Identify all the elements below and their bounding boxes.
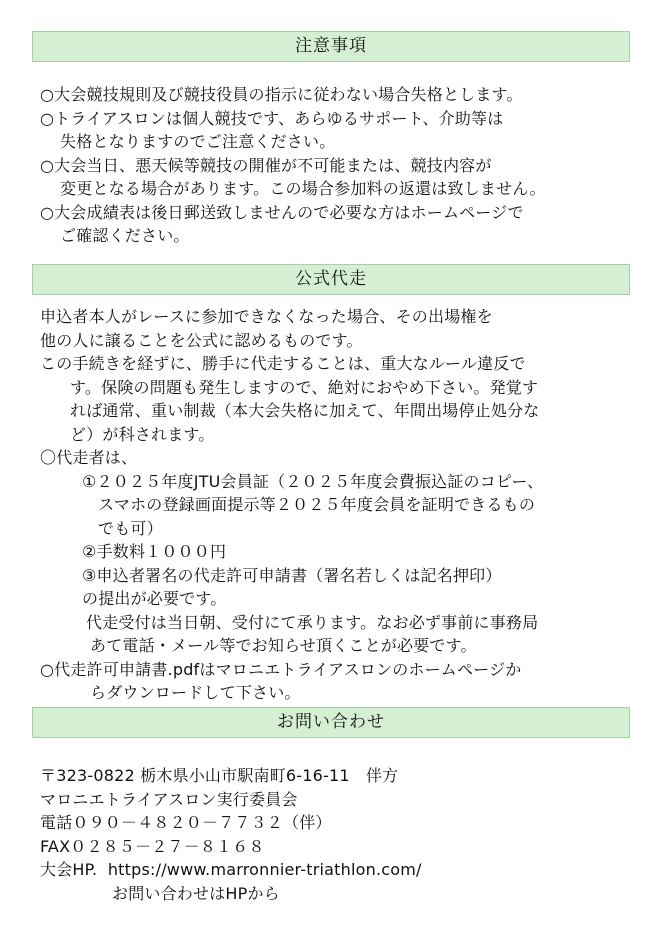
proxy-line: ①２０２５年度JTU会員証（２０２５年度会費振込証のコピー、 (82, 471, 544, 491)
proxy-line: ど）が科されます。 (70, 424, 215, 444)
notice-line: 変更となる場合があります。この場合参加料の返還は致しません。 (60, 179, 546, 198)
contact-text (40, 764, 422, 905)
section-header-contact: お問い合わせ (32, 707, 630, 738)
proxy-line: ②手数料１０００円 (82, 542, 227, 561)
notice-text (40, 83, 546, 248)
notice-line: ○大会当日、悪天候等競技の開催が不可能または、競技内容が (40, 155, 492, 175)
proxy-line: らダウンロードして下さい。 (90, 683, 301, 702)
proxy-line: 代走受付は当日朝、受付にて承ります。なお必ず事前に事務局 (86, 612, 539, 632)
proxy-line: あて電話・メール等でお知らせ頂くことが必要です。 (90, 636, 477, 655)
contact-address: 〒323-0822 栃木県小山市駅南町6-16-11 伴方 (40, 766, 399, 785)
proxy-line: ③申込者署名の代走許可申請書（署名若しくは記名押印） (82, 565, 502, 585)
proxy-line: ○代走許可申請書.pdfはマロニエトライアスロンのホームページか (40, 659, 522, 679)
notice-line: ご確認ください。 (60, 226, 190, 245)
proxy-text (40, 305, 543, 705)
notice-line: ○トライアスロンは個人競技です、あらゆるサポート、介助等は (40, 108, 504, 128)
section-header-proxy: 公式代走 (32, 264, 630, 295)
notice-line: 失格となりますのでご注意ください。 (60, 132, 336, 151)
contact-organization: マロニエトライアスロン実行委員会 (40, 789, 298, 809)
proxy-line: 申込者本人がレースに参加できなくなった場合、その出場権を (40, 307, 493, 326)
contact-website: 大会HP. https://www.marronnier-triathlon.com/ (40, 860, 422, 879)
proxy-line: でも可） (98, 518, 163, 538)
proxy-line: の提出が必要です。 (82, 589, 227, 608)
proxy-line: スマホの登録画面提示等２０２５年度会員を証明できるもの (98, 495, 536, 514)
proxy-line: 〇代走者は、 (40, 448, 138, 467)
proxy-line: 他の人に譲ることを公式に認めるものです。 (40, 330, 363, 350)
section-header-notice: 注意事項 (32, 31, 630, 62)
proxy-line: す。保険の問題も発生しますので、絶対におやめ下さい。発覚す (70, 377, 539, 397)
notice-line: ○大会競技規則及び競技役員の指示に従わない場合失格とします。 (40, 85, 523, 104)
proxy-line: れば通常、重い制裁（本大会失格に加えて、年間出場停止処分な (70, 401, 540, 420)
notice-line: ○大会成績表は後日郵送致しませんので必要な方はホームページで (40, 202, 524, 222)
contact-phone: 電話０９０－４８２０－７７３２（伴） (40, 813, 332, 832)
contact-note: お問い合わせはHPから (112, 883, 280, 903)
proxy-line: この手続きを経ずに、勝手に代走することは、重大なルール違反で (40, 354, 526, 373)
contact-fax: FAX０２８５－２７－８１６８ (40, 836, 265, 856)
